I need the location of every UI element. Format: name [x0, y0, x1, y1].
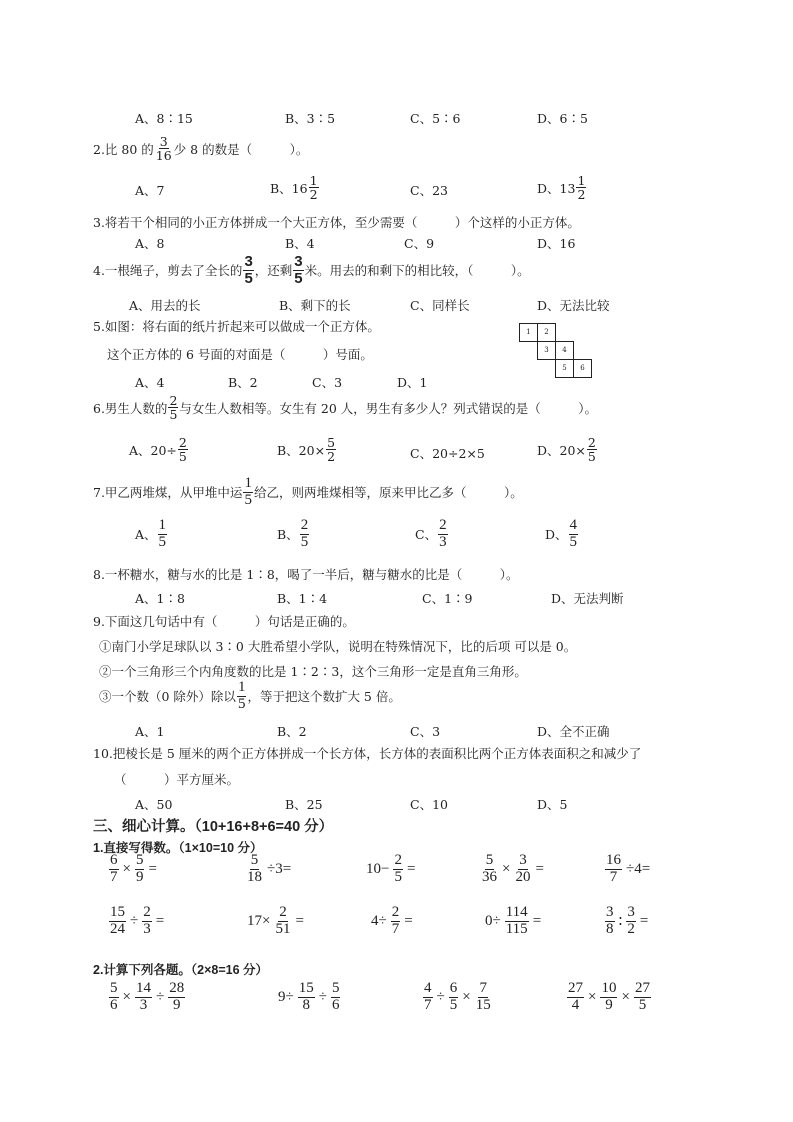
operator: = — [295, 912, 304, 929]
q4-option-c: C、同样长 — [410, 298, 470, 313]
q9-option-b: B、2 — [277, 724, 307, 739]
q7-option-d: D、 $\frac{4}{5}$ — [545, 517, 578, 550]
net-face-1: 1 — [519, 323, 538, 342]
operator: ÷4= — [626, 860, 651, 877]
q7-option-d-fraction: $\frac{4}{5}$ — [569, 517, 578, 550]
direct-calc-expression — [363, 853, 418, 886]
q6-option-a: A、20÷ $\frac{2}{5}$ — [129, 435, 187, 465]
q5-question: 5.如图：将右面的纸片折起来可以做成一个正方体。 — [93, 319, 380, 334]
q8-question: 8.一杯糖水，糖与水的比是 1∶8，喝了一半后，糖与糖水的比是（ ）。 — [93, 567, 519, 582]
q3-question: 3.将若干个相同的小正方体拼成一个大正方体，至少需要（ ）个这样的小正方体。 — [93, 215, 580, 230]
operator: = — [404, 912, 413, 929]
q8-option-c: C、1∶9 — [422, 591, 473, 606]
operator: = — [532, 912, 542, 929]
q2-fraction: $\frac{3}{16}$ — [155, 134, 172, 164]
operator: ÷ — [436, 988, 445, 1005]
q6-option-d-fraction: $\frac{2}{5}$ — [587, 435, 596, 465]
q10-option-c: C、10 — [410, 797, 448, 812]
operator: = — [639, 912, 649, 929]
fraction: $\frac{15}{8}$ — [298, 980, 314, 1013]
q6-question: 6.男生人数的 $\frac{2}{5}$ 与女生人数相等。女生有 20 人，男生有多少人？列式错误的是（ ）。 — [93, 393, 597, 423]
operator: = — [148, 860, 157, 877]
q6-option-d: D、20× $\frac{2}{5}$ — [537, 435, 596, 465]
q5-option-b: B、2 — [228, 375, 258, 390]
fraction: $\frac{15}{24}$ — [110, 904, 125, 937]
operator: = — [535, 860, 544, 877]
net-face-5: 5 — [555, 359, 574, 378]
q5-question-line2: 这个正方体的 6 号面的对面是（ ）号面。 — [107, 347, 373, 362]
q5-option-d: D、1 — [397, 375, 428, 390]
operator: ÷ — [155, 988, 165, 1005]
q8-option-a: A、1∶8 — [135, 591, 185, 606]
fraction: $\frac{5}{36}$ — [482, 852, 497, 885]
q4-option-a: A、用去的长 — [129, 298, 201, 313]
q6-fraction: $\frac{2}{5}$ — [169, 393, 178, 423]
q10-question-line2: （ ）平方厘米。 — [114, 772, 240, 787]
fraction: $\frac{5}{18}$ — [247, 852, 262, 885]
q6-option-a-fraction: $\frac{2}{5}$ — [178, 435, 187, 465]
direct-calc-expression — [245, 853, 294, 886]
q3-option-b: B、4 — [285, 236, 315, 251]
q5-option-a: A、4 — [135, 375, 165, 390]
q3-option-d: D、16 — [537, 236, 576, 251]
net-face-4: 4 — [555, 341, 574, 360]
fraction: $\frac{27}{5}$ — [634, 980, 650, 1013]
operator: 10− — [366, 860, 390, 877]
q7-option-c: C、 $\frac{2}{3}$ — [415, 517, 447, 550]
q6-option-c: C、20÷2×5 — [410, 446, 485, 461]
q4-question: 4.一根绳子，剪去了全长的 $\frac{3}{5}$ ，还剩 $\frac{3}{5}$ 米。用去的和剩下的相比较，（ ）。 — [93, 253, 530, 287]
q5-option-c: C、3 — [312, 375, 343, 390]
q9-statement-1: ①南门小学足球队以 3∶0 大胜希望小学队，说明在特殊情况下，比的后项 可以是 0。 — [99, 639, 577, 654]
section-3-title: 三、细心计算。（10+16+8+6=40 分） — [93, 819, 334, 835]
part-2-title: 2.计算下列各题。（2×8=16 分） — [93, 963, 269, 977]
operator: × — [122, 860, 131, 877]
net-face-3: 3 — [537, 341, 556, 360]
fraction: $\frac{27}{4}$ — [568, 980, 583, 1013]
q1-option-a: A、8∶15 — [135, 111, 193, 126]
q3-option-c: C、9 — [404, 236, 435, 251]
q2-prefix: 2.比 80 的 — [93, 141, 154, 157]
fraction: $\frac{4}{7}$ — [424, 980, 432, 1013]
fraction: $\frac{5}{9}$ — [135, 852, 144, 885]
fraction: $\frac{5}{6}$ — [331, 980, 340, 1013]
calc-expression — [566, 981, 652, 1014]
fraction: $\frac{7}{15}$ — [475, 980, 491, 1013]
q2-option-c: C、23 — [410, 183, 448, 198]
fraction: $\frac{114}{115}$ — [505, 904, 528, 937]
direct-calc-expression — [108, 905, 167, 938]
q4-fraction-2: $\frac{3}{5}$ — [294, 253, 303, 287]
q2-option-a: A、7 — [135, 183, 165, 198]
q9-option-a: A、1 — [135, 724, 165, 739]
direct-calc-expression — [368, 905, 416, 938]
operator: ÷3= — [267, 860, 292, 877]
direct-calc-expression — [482, 905, 544, 938]
q2-question — [93, 135, 308, 162]
q4-option-d: D、无法比较 — [537, 298, 610, 313]
q2-option-d: D、13 $\frac{1}{2}$ — [537, 173, 586, 203]
direct-calc-expression — [244, 905, 307, 938]
q2-option-d-fraction: $\frac{1}{2}$ — [577, 173, 586, 203]
fraction: $\frac{3}{2}$ — [627, 904, 635, 937]
operator: 17× — [247, 912, 271, 929]
q2-suffix: 少 8 的数是（ ）。 — [173, 141, 309, 157]
q10-question: 10.把棱长是 5 厘米的两个正方体拼成一个长方体，长方体的表面积比两个正方体表面积之和减少了 — [93, 746, 642, 761]
operator: 0÷ — [485, 912, 501, 929]
q7-option-b: B、 $\frac{2}{5}$ — [277, 517, 309, 550]
calc-expression — [422, 981, 493, 1014]
q1-option-d: D、6∶5 — [537, 111, 588, 126]
fraction: $\frac{10}{9}$ — [601, 980, 617, 1013]
q9-statement-2: ②一个三角形三个内角度数的比是 1∶2∶3，这个三角形一定是直角三角形。 — [99, 664, 527, 679]
operator: × — [588, 988, 597, 1005]
q4-fraction-1: $\frac{3}{5}$ — [244, 253, 253, 287]
q2-option-b-fraction: $\frac{1}{2}$ — [309, 173, 318, 203]
fraction: $\frac{6}{7}$ — [110, 852, 118, 885]
q10-option-a: A、50 — [135, 797, 173, 812]
fraction: $\frac{2}{7}$ — [391, 904, 400, 937]
q1-option-b: B、3∶5 — [285, 111, 336, 126]
net-face-6: 6 — [573, 359, 592, 378]
q7-option-c-fraction: $\frac{2}{3}$ — [439, 517, 447, 550]
q9-statement-3: ③一个数（0 除外）除以 $\frac{1}{5}$ ，等于把这个数扩大 5 倍。 — [99, 679, 401, 712]
direct-calc-expression — [480, 853, 547, 886]
q7-option-a-fraction: $\frac{1}{5}$ — [158, 517, 167, 550]
operator: × — [502, 860, 511, 877]
operator: ∶ — [618, 913, 623, 930]
q9-option-c: C、3 — [410, 724, 441, 739]
q7-fraction: $\frac{1}{5}$ — [244, 475, 252, 508]
q10-option-d: D、5 — [537, 797, 568, 812]
q9-question: 9.下面这几句话中有（ ）句话是正确的。 — [93, 614, 355, 629]
direct-calc-expression — [604, 905, 651, 938]
calc-expression — [275, 981, 341, 1014]
fraction: $\frac{6}{5}$ — [449, 980, 458, 1013]
calc-expression — [108, 981, 186, 1014]
q6-option-b: B、20× $\frac{5}{2}$ — [277, 435, 336, 465]
net-face-2: 2 — [537, 323, 556, 342]
q2-option-b: B、16 $\frac{1}{2}$ — [270, 173, 318, 203]
operator: ÷ — [318, 988, 327, 1005]
operator: ÷ — [130, 912, 139, 929]
direct-calc-expression — [108, 853, 160, 886]
fraction: $\frac{28}{9}$ — [169, 980, 185, 1013]
fraction: $\frac{3}{8}$ — [606, 904, 614, 937]
fraction: $\frac{3}{20}$ — [515, 852, 531, 885]
operator: × — [462, 988, 471, 1005]
q7-option-a: A、 $\frac{1}{5}$ — [135, 517, 167, 550]
fraction: $\frac{2}{51}$ — [275, 904, 291, 937]
q1-option-c: C、5∶6 — [410, 111, 461, 126]
operator: × — [621, 988, 630, 1005]
operator: 4÷ — [371, 912, 387, 929]
fraction: $\frac{14}{3}$ — [135, 980, 151, 1013]
operator: × — [122, 988, 131, 1005]
fraction: $\frac{2}{3}$ — [143, 904, 151, 937]
fraction: $\frac{5}{6}$ — [110, 980, 118, 1013]
q9-option-d: D、全不正确 — [537, 724, 610, 739]
q6-option-b-fraction: $\frac{5}{2}$ — [327, 435, 336, 465]
operator: = — [155, 912, 165, 929]
direct-calc-expression — [604, 853, 653, 886]
q10-option-b: B、25 — [285, 797, 323, 812]
part-1-title: 1.直接写得数。（1×10=10 分） — [93, 841, 263, 855]
q8-option-b: B、1∶4 — [277, 591, 328, 606]
operator: = — [406, 860, 416, 877]
q4-option-b: B、剩下的长 — [279, 298, 351, 313]
operator: 9÷ — [278, 988, 294, 1005]
fraction: $\frac{2}{5}$ — [394, 852, 402, 885]
q9-fraction: $\frac{1}{5}$ — [237, 679, 246, 712]
q7-question: 7.甲乙两堆煤，从甲堆中运 $\frac{1}{5}$ 给乙，则两堆煤相等，原来甲比乙多（ ）。 — [93, 475, 523, 508]
q3-option-a: A、8 — [135, 236, 165, 251]
q8-option-d: D、无法判断 — [551, 591, 624, 606]
q7-option-b-fraction: $\frac{2}{5}$ — [300, 517, 309, 550]
fraction: $\frac{16}{7}$ — [606, 852, 621, 885]
